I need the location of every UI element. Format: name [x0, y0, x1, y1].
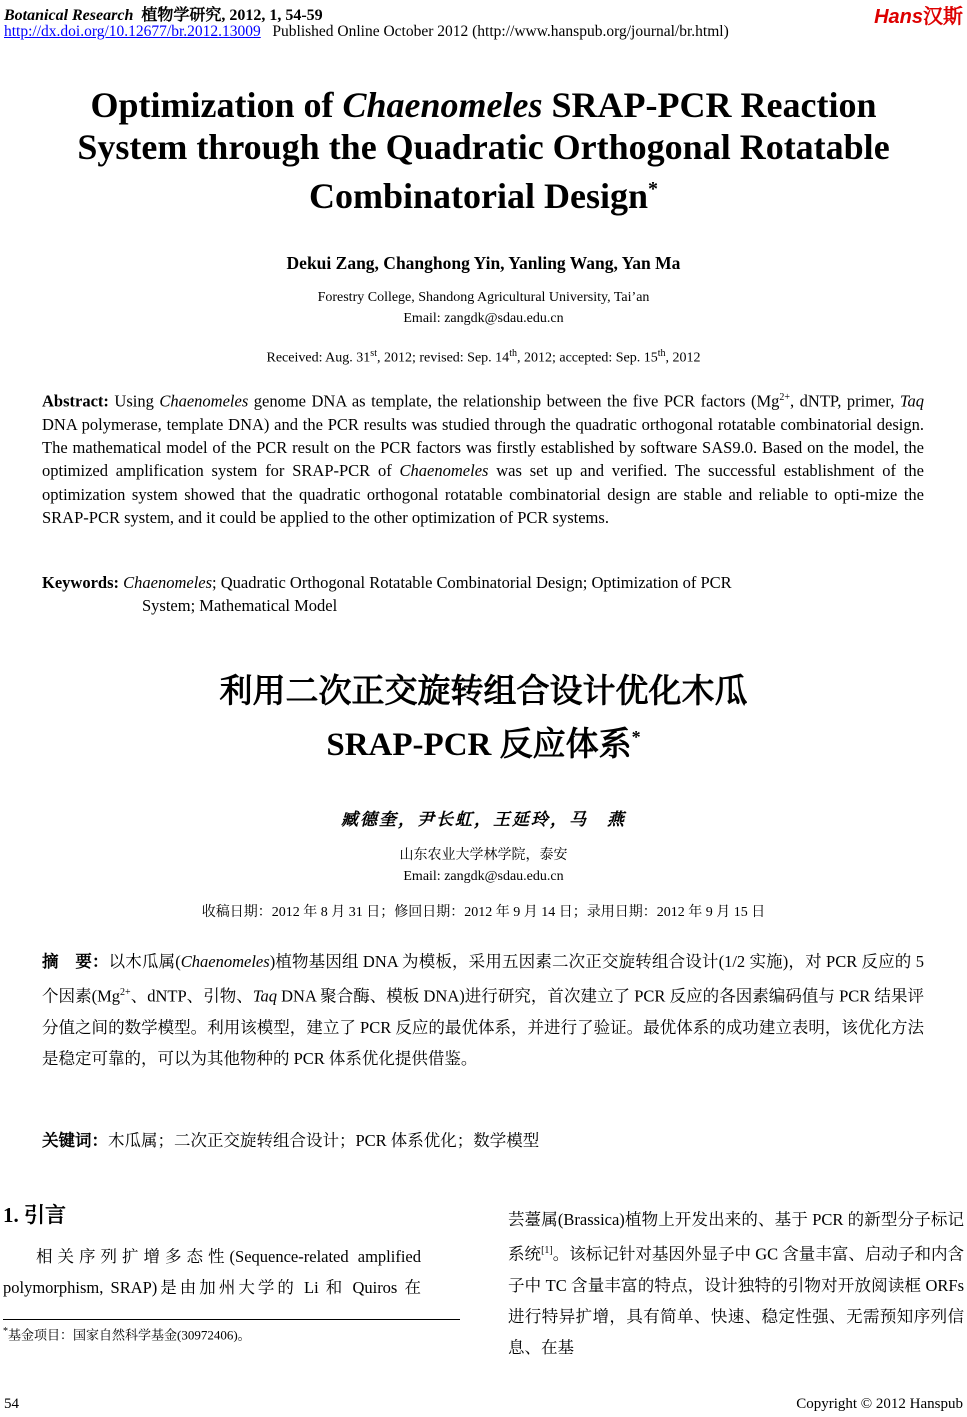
text-segment: Taq	[899, 391, 925, 411]
text-segment: 、dNTP、引物、	[130, 986, 253, 1006]
text-segment: , 2012	[665, 350, 701, 366]
keywords	[42, 571, 924, 617]
text-segment: *	[3, 1326, 8, 1337]
text-segment: 。该标记针对基因外显子中 GC 含量丰富、启动子和内含子中 TC 含量丰富的特点，设计独特的引物对开放阅读框 ORFs 进行特异扩增，具有简单、快速、稳定性强、无需预知序列信息、在基	[508, 1244, 965, 1357]
cn-abstract-label: 摘 要：	[42, 952, 109, 971]
text-segment: Chaenomeles	[159, 391, 249, 411]
doi-line	[4, 23, 729, 41]
journal-header	[4, 2, 323, 25]
text-segment: 木瓜属；二次正交旋转组合设计；PCR 体系优化；数学模型	[108, 1131, 540, 1150]
affiliation-text: Forestry College, Shandong Agricultural University, Tai’an	[317, 290, 650, 305]
logo-cn: 汉斯	[923, 6, 963, 28]
text-segment: was set up and verified. The successful establishment of the optimization system showed that the quadratic orthogonal rotatable combinatorial design are stable and reliable to opti-mize the SRAP-PCR system, and it could be applied to the other optimization of PCR systems.	[42, 461, 925, 527]
text-segment: genome DNA as template, the relationship between the five PCR factors (Mg	[248, 391, 780, 411]
text-segment: 芸薹属(Brassica)植物上开发出来的、基于 PCR 的新型分子标记系统	[508, 1210, 964, 1264]
doi-link[interactable]: http://dx.doi.org/10.12677/br.2012.13009	[4, 23, 261, 40]
cn-keywords	[42, 1125, 924, 1156]
text-segment: 以木瓜属(	[108, 952, 181, 971]
text-segment: th	[657, 348, 666, 359]
email: Email: zangdk@sdau.edu.cn	[403, 311, 564, 326]
title-line2: System through the Quadratic Orthogonal Rotatable	[77, 127, 890, 167]
text-segment: 2+	[779, 392, 791, 403]
text-segment: th	[509, 348, 517, 359]
text-segment: *	[631, 727, 641, 747]
text-segment: Chaenomeles	[180, 952, 270, 971]
text-segment: 2+	[120, 987, 131, 998]
cn-received: 收稿日期：2012 年 8 月 31 日；修回日期：2012 年 9 月 14 日；录用日期：2012 年 9 月 15 日	[201, 905, 766, 920]
text-segment: 关键词：	[42, 1131, 108, 1150]
text-segment: Taq	[252, 986, 277, 1006]
title-mark: *	[648, 178, 658, 200]
footnote	[3, 1320, 421, 1347]
right-column	[508, 1204, 964, 1363]
page-number: 54	[4, 1396, 19, 1412]
text-segment: , 2012; accepted: Sep. 15	[516, 350, 658, 366]
affiliation	[0, 287, 967, 329]
cn-affiliation	[0, 845, 967, 887]
text-segment: 基金项目：国家自然科学基金(30972406)。	[8, 1327, 251, 1343]
text-segment: Email: zangdk@sdau.edu.cn	[403, 869, 564, 884]
received-dates	[0, 343, 967, 369]
published-info: Published Online October 2012 (http://www.hanspub.org/journal/br.html)	[272, 23, 729, 40]
logo-en: Hans	[874, 6, 923, 28]
paper-title	[0, 84, 967, 217]
copyright: Copyright © 2012 Hanspub	[796, 1396, 963, 1412]
intro-paragraph: 相关序列扩增多态性(Sequence-related amplified polymorphism, SRAP)是由加州大学的 Li 和 Quiros 在	[3, 1247, 421, 1297]
title-genus: Chaenomeles	[342, 85, 543, 125]
journal-name: Botanical Research	[4, 7, 134, 24]
authors: Dekui Zang, Changhong Yin, Yanling Wang, Yan Ma	[286, 253, 681, 273]
text-segment: Chaenomeles	[399, 461, 489, 481]
text-segment: , dNTP, primer,	[790, 391, 900, 411]
text-segment: 利用二次正交旋转组合设计优化木瓜	[219, 671, 748, 710]
left-column	[3, 1200, 421, 1347]
keywords-label: Keywords:	[42, 573, 119, 592]
cn-abstract	[42, 946, 924, 1074]
text-segment: )植物基因组 DNA 为模板，采用五因素二次正交旋转组合设计(1/2 实施)，对 PCR 反应的 5 个因素(Mg	[42, 952, 925, 1006]
title-text: Optimization of	[90, 85, 343, 125]
text-segment: [1]	[541, 1245, 553, 1256]
text-segment: st	[370, 348, 377, 359]
text-segment: DNA polymerase, template DNA) and the PCR results was studied through the quadratic orthogonal rotatable combinatorial design. The mathematical model of the PCR result on the PCR factors was firstly established by software SAS9.0. Based on the model, the optimized amplification system for SRAP-PCR of	[42, 414, 924, 481]
text-segment: 山东农业大学林学院，泰安	[399, 848, 568, 863]
text-segment: , 2012; revised: Sep. 14	[376, 350, 510, 366]
cn-authors: 臧德奎，尹长虹，王延玲，马 燕	[341, 810, 626, 829]
text-segment: ; Quadratic Orthogonal Rotatable Combinatorial Design; Optimization of PCR	[212, 573, 732, 592]
text-segment: Received: Aug. 31	[266, 350, 371, 366]
abstract-label: Abstract:	[42, 391, 109, 411]
text-segment: DNA 聚合酶、模板 DNA)进行研究，首次建立了 PCR 反应的各因素编码值与 PCR 结果评分值之间的数学模型。利用该模型，建立了 PCR 反应的最优体系，并进行了验证。最优体系的成功建立表明，该优化方法是稳定可靠的，可以为其他物种的 PCR 体系优化提供借鉴。	[42, 986, 924, 1068]
text-segment: Chaenomeles	[123, 573, 213, 592]
text-segment: System; Mathematical Model	[142, 596, 338, 615]
text-segment: SRAP-PCR 反应体系	[326, 727, 632, 763]
cn-title	[0, 668, 967, 768]
title-line3: Combinatorial Design	[308, 176, 648, 216]
text-segment: Using	[108, 391, 160, 411]
abstract	[42, 386, 924, 529]
title-text: SRAP-PCR Reaction	[542, 85, 877, 125]
hans-logo	[874, 0, 963, 29]
section-heading: 1. 引言	[3, 1203, 66, 1227]
journal-issue: 植物学研究, 2012, 1, 54-59	[141, 7, 323, 24]
